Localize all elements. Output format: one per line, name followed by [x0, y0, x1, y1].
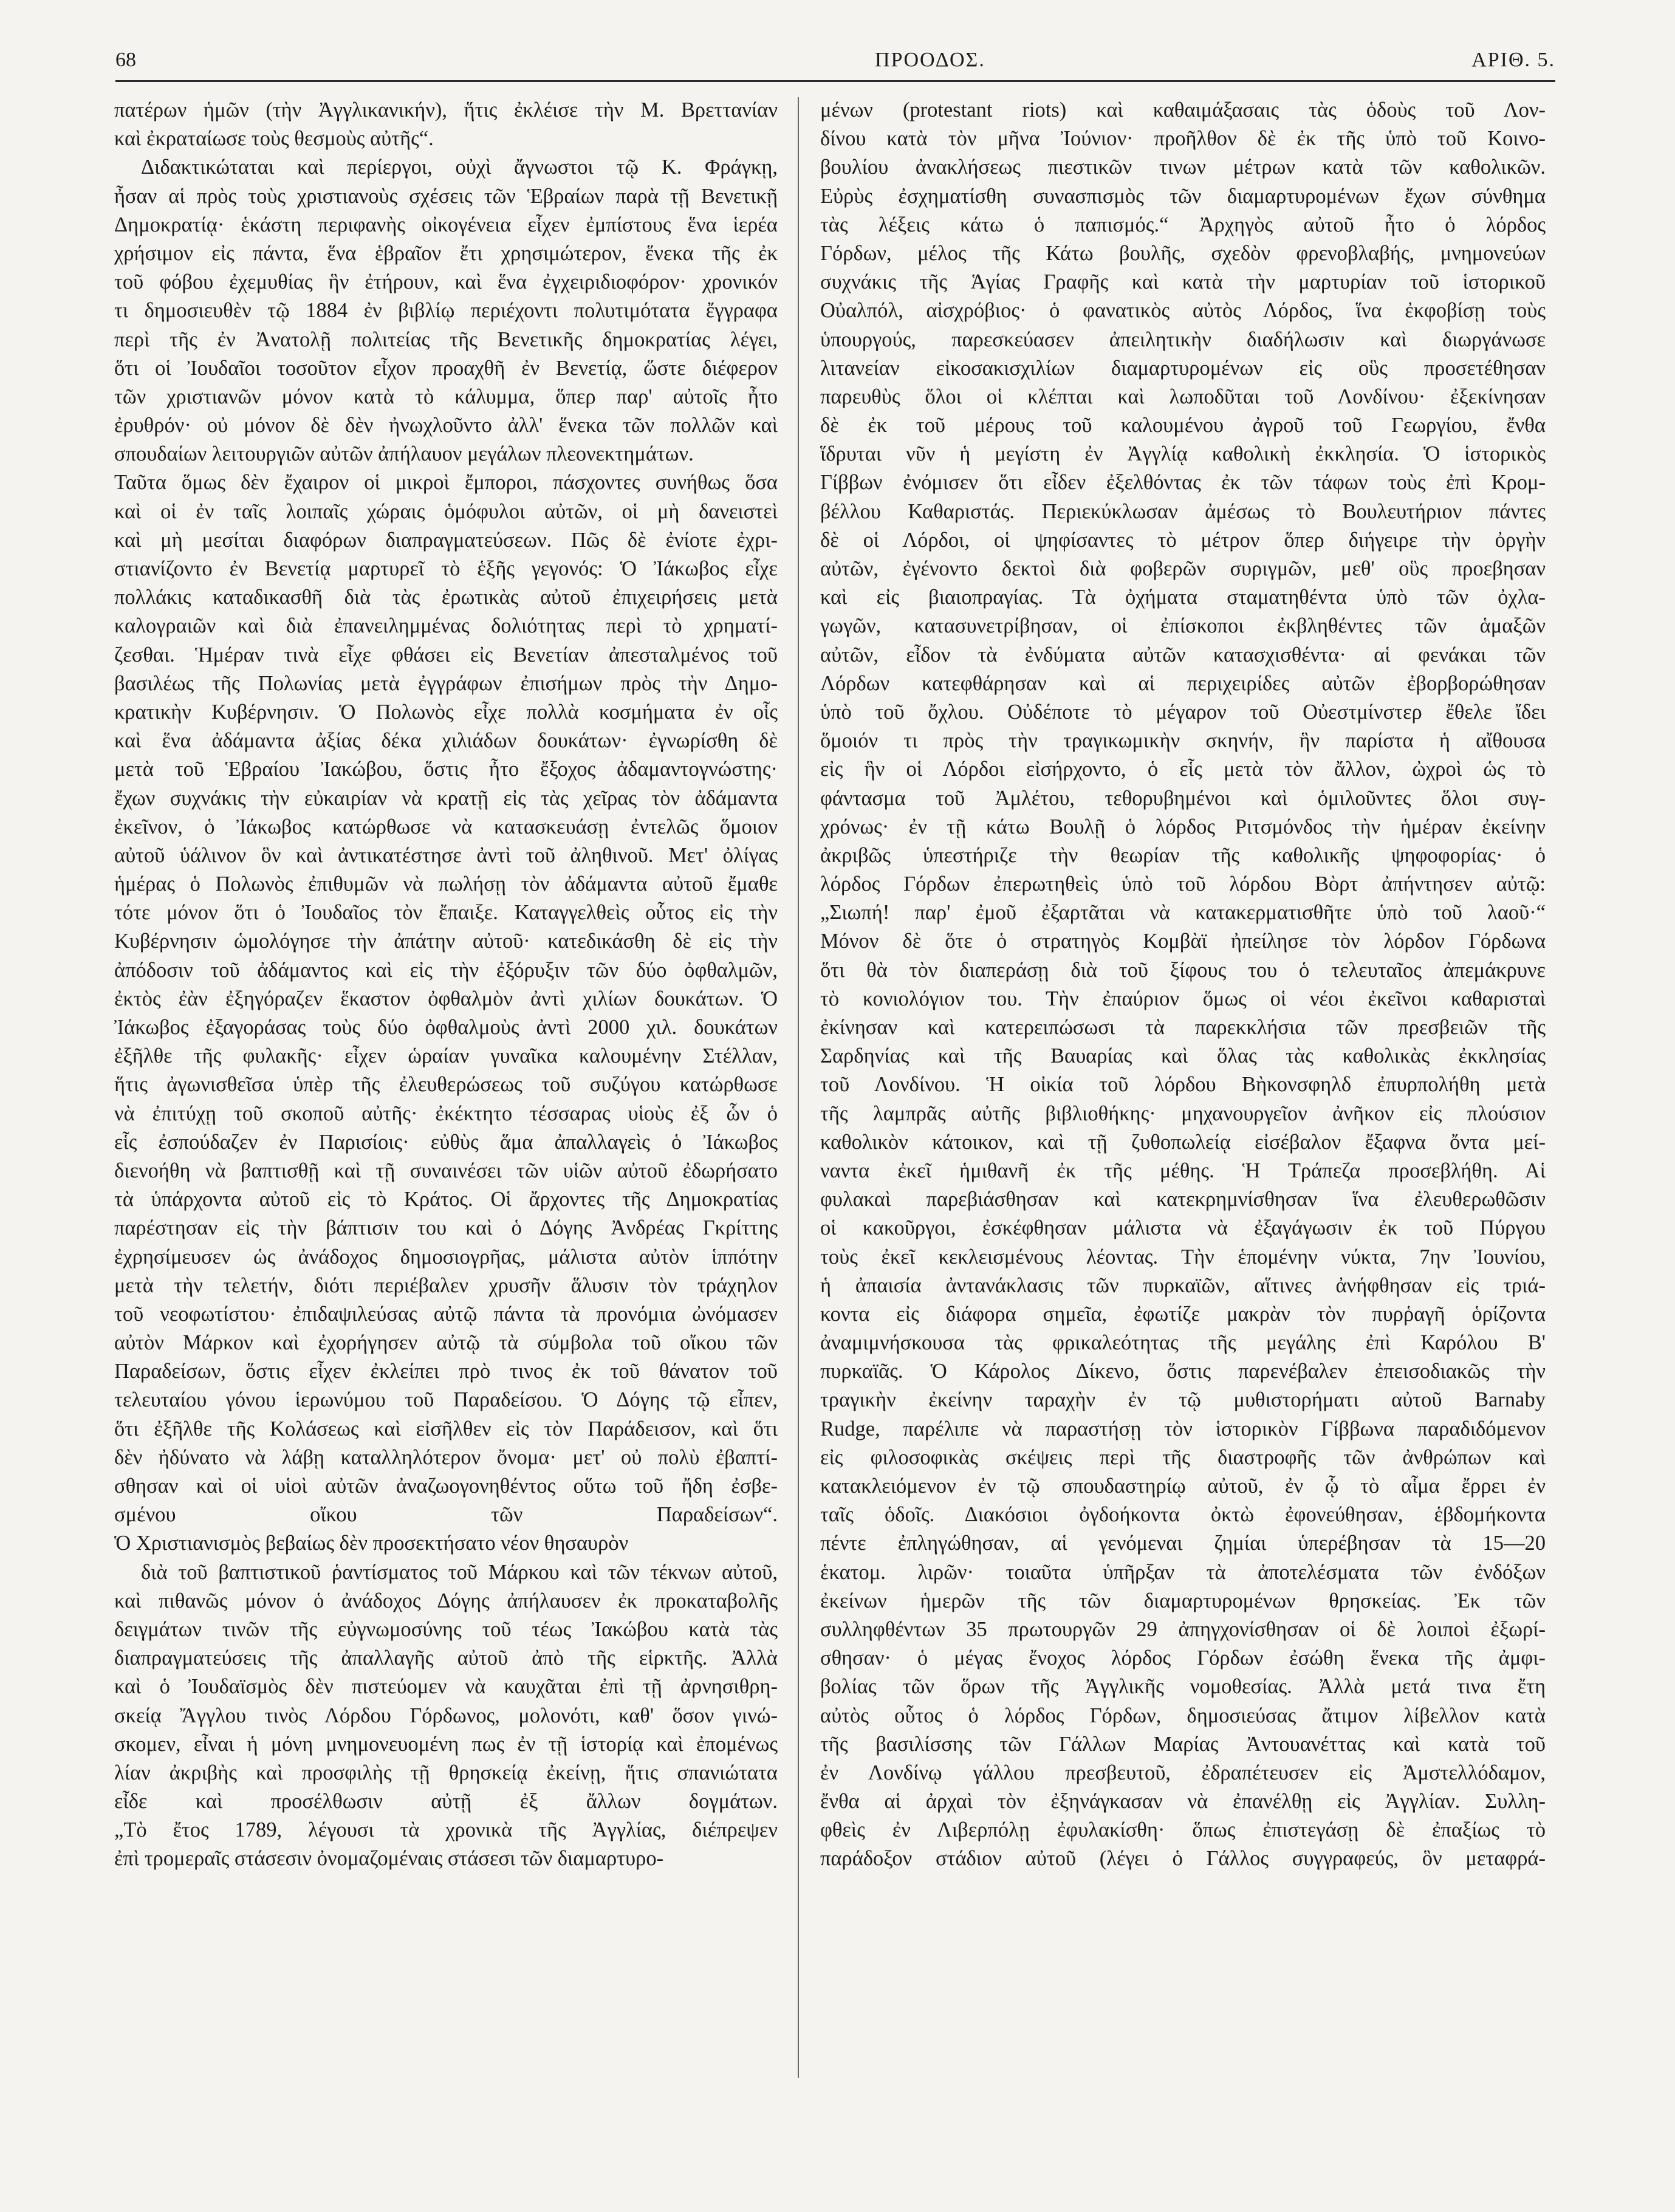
text-line: αὐτῶν, εἶδον τὰ ἐνδύματα αὐτῶν κατασχισθέντα· αἱ φενάκαι τῶν [820, 643, 1546, 666]
text-line: μετὰ τὴν τελετήν, διότι περιέβαλεν χρυσῆν ἅλυσιν τὸν τράχηλον [114, 1273, 778, 1297]
text-line: κατακλειόμενον ἐν τῷ σπουδαστηρίῳ αὐτοῦ, ἐν ᾧ τὸ αἷμα ἔρρει ἐν [820, 1474, 1546, 1498]
text-line: καὶ εἰς βιαιοπραγίας. Τὰ ὀχήματα σταματηθέντα ὑπὸ τῶν ὀχλα- [820, 586, 1546, 609]
text-line: ἐκίνησαν καὶ κατερειπώσωσι τὰ παρεκκλήσια τῶν πρεσβειῶν τῆς [820, 1016, 1546, 1039]
text-line: τῆς λαμπρᾶς αὐτῆς βιβλιοθήκης· μηχανουργεῖον ἀνῆκον εἰς πλούσιον [820, 1101, 1546, 1125]
text-line: διενοήθη νὰ βαπτισθῇ καὶ τῇ συναινέσει τῶν υἱῶν αὐτοῦ ἐδωρήσατο [114, 1159, 778, 1182]
text-line: τὸ κονιολόγιον του. Τὴν ἐπαύριον ὅμως οἱ νέοι ἐκεῖνοι καθαρισταὶ [820, 987, 1546, 1010]
text-line: Μόνον δὲ ὅτε ὁ στρατηγὸς Κομβὰϊ ἠπείλησε τὸν λόρδον Γόρδωνα [820, 930, 1546, 953]
text-line: Rudge, παρέλιπε νὰ παραστήσῃ τὸν ἱστορικὸν Γίββωνα παραδιδόμενον [820, 1417, 1546, 1440]
text-line: ὅτι θὰ τὸν διαπεράσῃ διὰ τοῦ ξίφους του ὁ τελευταῖος ἀπεμάκρυνε [820, 958, 1546, 982]
text-line: πολλάκις καταδικασθῆ διὰ τὰς ἐρωτικὰς αὐτοῦ ἐπιχειρήσεις μετὰ [114, 586, 778, 609]
text-line: καὶ ὁ Ἰουδαϊσμὸς δὲν πιστεύομεν νὰ καυχᾶται ἐπὶ τῇ ἀρνησιθρη- [114, 1675, 778, 1699]
text-line: παρέστησαν εἰς τὴν βάπτισιν του καὶ ὁ Δόγης Ἀνδρέας Γκρίττης [114, 1216, 778, 1240]
text-line: Λόρδων κατεφθάρησαν καὶ αἱ περιχειρίδες αὐτῶν ἐβορβορώθησαν [820, 671, 1546, 695]
text-line: καθολικὸν κάτοικον, καὶ τῇ ζυθοπωλείᾳ εἰσέβαλον ἔξαφνα ὄντα μεί- [820, 1130, 1546, 1154]
text-line: ἐξῆλθε τῆς φυλακῆς· εἶχεν ὡραίαν γυναῖκα καλουμένην Στέλλαν, [114, 1044, 778, 1068]
text-line: παράδοξον στάδιον αὐτοῦ (λέγει ὁ Γάλλος συγγραφεύς, ὃν μεταφρά- [820, 1847, 1546, 1871]
text-line: κρατικὴν Κυβέρνησιν. Ὁ Πολωνὸς εἶχε πολλὰ κοσμήματα ἐν οἷς [114, 700, 778, 724]
text-line: ὅτι ἐξῆλθε τῆς Κολάσεως καὶ εἰσῆλθεν εἰς τὸν Παράδεισον, καὶ ὅτι [114, 1417, 778, 1440]
left-column [114, 96, 778, 1874]
text-line: καὶ πιθανῶς μόνον ὁ ἀνάδοχος Δόγης ἀπήλαυσεν ἐκ προκαταβολῆς [114, 1589, 778, 1612]
text-line: Ἰάκωβος ἐξαγοράσας τοὺς δύο ὀφθαλμοὺς ἀντὶ 2000 χιλ. δουκάτων [114, 1016, 778, 1039]
text-line: σθησαν καὶ οἱ υἱοὶ αὐτῶν ἀναζωογονηθέντος οὕτω τοῦ ἤδη ἐσβε- [114, 1474, 778, 1498]
text-line: ἐκείνων ἡμερῶν τῆς τῶν διαμαρτυρομένων θρησκείας. Ἐκ τῶν [820, 1589, 1546, 1612]
text-line: τι δημοσιευθὲν τῷ 1884 ἐν βιβλίῳ περιέχοντι πολυτιμότατα ἔγγραφα [114, 299, 778, 323]
text-line: ὑπουργούς, παρεσκεύασεν ἀπειλητικὴν διαδήλωσιν καὶ διωργάνωσε [820, 327, 1546, 351]
journal-title: ΠΡΟΟΔΟΣ. [875, 49, 985, 71]
text-line: ἵδρυται νῦν ἡ μεγίστη ἐν Ἀγγλίᾳ καθολικὴ ἐκκλησία. Ὁ ἱστορικὸς [820, 442, 1546, 466]
text-line: οἱ κακοῦργοι, ἐσκέφθησαν μάλιστα νὰ ἐξαγάγωσιν ἐκ τοῦ Πύργου [820, 1216, 1546, 1240]
text-line: λόρδος Γόρδων ἐπερωτηθεὶς ὑπὸ τοῦ λόρδου Βὸρτ ἀπήντησεν αὐτῷ: [820, 872, 1546, 896]
text-line: δειγμάτων τινῶν τῆς εὐγνωμοσύνης τοῦ τέως Ἰακώβου κατὰ τὰς [114, 1617, 778, 1641]
text-line: πατέρων ἡμῶν (τὴν Ἀγγλικανικήν), ἥτις ἐκλέισε τὴν Μ. Βρεττανίαν [114, 98, 778, 122]
text-line: ἐχρησίμευσεν ὡς ἀνάδοχος δημοσιογρῆας, μάλιστα αὐτὸν ἱππότην [114, 1245, 778, 1269]
text-line: χρόνως· ἐν τῇ κάτω Βουλῇ ὁ λόρδος Ριτσμόνδος τὴν ἡμέραν ἐκείνην [820, 815, 1546, 838]
text-line: ἥτις ἀγωνισθεῖσα ὑπὲρ τῆς ἐλευθερώσεως τοῦ συζύγου κατώρθωσε [114, 1073, 778, 1097]
text-line: σκομεν, εἶναι ἡ μόνη μνημονευομένη πως ἐν τῇ ἱστορίᾳ καὶ ἐπομένως [114, 1732, 778, 1756]
text-line: Γόρδων, μέλος τῆς Κάτω βουλῆς, σχεδὸν φρενοβλαβής, μνημονεύων [820, 241, 1546, 265]
text-line: ὑπὸ τοῦ ὄχλου. Οὐδέποτε τὸ μέγαρον τοῦ Οὐεστμίνστερ ἔθελε ἴδει [820, 700, 1546, 724]
text-line: πέντε ἐπληγώθησαν, αἱ γενόμεναι ζημίαι ὑπερέβησαν τὰ 15—20 [820, 1532, 1546, 1555]
text-line: σκείᾳ Ἄγγλου τινὸς Λόρδου Γόρδωνος, μολονότι, καθ' ὅσον γινώ- [114, 1704, 778, 1727]
text-line: δὲν ἠδύνατο νὰ λάβῃ καταλληλότερον ὄνομα· μετ' οὐ πολὺ ἐβαπτί- [114, 1445, 778, 1469]
text-line: βολίας τῶν ὅρων τῆς Ἀγγλικῆς νομοθεσίας. Ἀλλὰ μετά τινα ἔτη [820, 1675, 1546, 1699]
issue-number: ΑΡΙΘ. 5. [1471, 49, 1555, 71]
header-rule [115, 80, 1555, 82]
text-line: ὅτι οἱ Ἰουδαῖοι τοσοῦτον εἶχον προαχθῆ ἐν Βενετίᾳ, ὥστε διέφερον [114, 356, 778, 380]
text-line: ἡ ἀπαισία ἀντανάκλασις τῶν πυρκαϊῶν, αἵτινες ἀνήφθησαν εἰς τριά- [820, 1273, 1546, 1297]
text-line: σθησαν· ὁ μέγας ἔνοχος λόρδος Γόρδων ἐσώθη ἕνεκα τῆς ἀμφι- [820, 1646, 1546, 1670]
text-line: Γίββων ἐνόμισεν ὅτι εἶδεν ἐξελθόντας ἐκ τῶν τάφων τοὺς ἐπὶ Κρομ- [820, 471, 1546, 495]
text-line: ζεσθαι. Ἡμέραν τινὰ εἶχε φθάσει εἰς Βενετίαν ἀπεσταλμένος τοῦ [114, 643, 778, 666]
text-line: εἰς ἣν οἱ Λόρδοι εἰσήρχοντο, ὁ εἷς μετὰ τὸν ἄλλον, ὠχροὶ ὡς τὸ [820, 758, 1546, 781]
text-line: καὶ ἕνα ἀδάμαντα ἀξίας δέκα χιλιάδων δουκάτων· ἐγνωρίσθη δὲ [114, 729, 778, 753]
text-line: „Σιωπή! παρ' ἐμοῦ ἐξαρτᾶται νὰ κατακερματισθῆτε ὑπὸ τοῦ λαοῦ·“ [820, 901, 1546, 925]
text-line: δὲ οἱ Λόρδοι, οἱ ψηφίσαντες τὸ μέτρον ὅπερ διήγειρε τὴν ὀργὴν [820, 528, 1546, 552]
text-line: χρήσιμον εἰς πάντα, ἕνα ἑβραῖον ἔτι χρησιμώτερον, ἕνεκα τῆς ἐκ [114, 241, 778, 265]
text-line: τὰ ὑπάρχοντα αὐτοῦ εἰς τὸ Κράτος. Οἱ ἄρχοντες τῆς Δημοκρατίας [114, 1188, 778, 1211]
text-line: Διδακτικώταται καὶ περίεργοι, οὐχὶ ἄγνωστοι τῷ Κ. Φράγκῃ, [141, 156, 778, 179]
text-line: φάντασμα τοῦ Ἀμλέτου, τεθορυβημένοι καὶ ὁμιλοῦντες ὅλοι συγ- [820, 786, 1546, 810]
text-line: Ὁ Χριστιανισμὸς βεβαίως δὲν προσεκτήσατο νέον θησαυρὸν [114, 1532, 629, 1555]
text-line: Κυβέρνησιν ὡμολόγησε τὴν ἀπάτην αὐτοῦ· κατεδικάσθη δὲ εἰς τὴν [114, 930, 778, 953]
text-line: φυλακαὶ παρεβιάσθησαν καὶ κατεκρημνίσθησαν ἵνα ἐλευθερωθῶσιν [820, 1188, 1546, 1211]
text-line: τοῦ φόβου ἐχεμυθίας ἣν ἐτήρουν, καὶ ἕνα ἐγχειριδιοφόρον· χρονικόν [114, 270, 778, 294]
text-line: πυρκαϊᾶς. Ὁ Κάρολος Δίκενο, ὅστις παρενέβαλεν ἐπεισοδιακῶς τὴν [820, 1360, 1546, 1383]
text-line: ἐκεῖνον, ὁ Ἰάκωβος κατώρθωσε νὰ κατασκευάσῃ ἐντελῶς ὅμοιον [114, 815, 778, 838]
text-line: ἔχων συχνάκις τὴν εὐκαιρίαν νὰ κρατῇ εἰς τὰς χεῖρας τὸν ἀδάμαντα [114, 786, 778, 810]
text-line: ἦσαν αἱ πρὸς τοὺς χριστιανοὺς σχέσεις τῶν Ἑβραίων παρὰ τῇ Βενετικῇ [114, 184, 778, 208]
text-line: διαπραγματεύσεις τῆς ἀπαλλαγῆς αὐτοῦ ἀπὸ τῆς εἱρκτῆς. Ἀλλὰ [114, 1646, 778, 1670]
text-line: συλληφθέντων 35 πρωτουργῶν 29 ἀπηγχονίσθησαν οἱ δὲ λοιποὶ ἐξωρί- [820, 1617, 1546, 1641]
text-line: ὅμοιόν τι πρὸς τὴν τραγικωμικὴν σκηνήν, ἣν παρίστα ἡ αἴθουσα [820, 729, 1546, 753]
text-line: εἶδε καὶ προσέλθωσιν αὐτῇ ἐξ ἄλλων δογμάτων. [114, 1790, 778, 1813]
text-line: δὲ ἐκ τοῦ μέρους τοῦ καλουμένου ἀγροῦ τοῦ Γεωργίου, ἔνθα [820, 414, 1546, 437]
page-number: 68 [115, 49, 136, 71]
text-line: ἀπόδοσιν τοῦ ἀδάμαντος καὶ εἰς τὴν ἐξόρυξιν τῶν δύο ὀφθαλμῶν, [114, 958, 778, 982]
text-line: μετὰ τοῦ Ἑβραίου Ἰακώβου, ὅστις ἦτο ἔξοχος ἀδαμαντογνώστης· [114, 758, 778, 781]
page-header [115, 43, 1555, 85]
text-line: Εὐρὺς ἐσχηματίσθη συνασπισμὸς τῶν διαμαρτυρομένων ἔχων σύνθημα [820, 184, 1546, 208]
text-line: μένων (protestant riots) καὶ καθαιμάξασαις τὰς ὁδοὺς τοῦ Λον- [820, 98, 1546, 122]
text-line: ἐκτὸς ἐὰν ἐξηγόραζεν ἕκαστον ὀφθαλμὸν ἀντὶ χιλίων δουκάτων. Ὁ [114, 987, 778, 1010]
text-line: γωγῶν, κατασυνετρίβησαν, οἱ ἐπίσκοποι ἐκβληθέντες τῶν ἁμαξῶν [820, 614, 1546, 638]
text-line: καὶ οἱ ἐν ταῖς λοιπαῖς χώραις ὁμόφυλοι αὐτῶν, οἱ μὴ δανειστεὶ [114, 499, 778, 523]
text-line: αὐτῶν, ἐγένοντο δεκτοὶ διὰ φοβερῶν συριγμῶν, μεθ' οὓς προεβησαν [820, 557, 1546, 580]
text-line: ἐρυθρόν· οὐ μόνον δὲ δὲν ἠνωχλοῦντο ἀλλ' ἕνεκα τῶν πολλῶν καὶ [114, 414, 778, 437]
text-line: δίνου κατὰ τὸν μῆνα Ἰούνιον· προῆλθον δὲ ἐκ τῆς ὑπὸ τοῦ Κοινο- [820, 127, 1546, 151]
text-line: σπουδαίων λειτουργιῶν αὐτῶν ἀπήλαυον μεγάλων πλεονεκτημάτων. [114, 442, 694, 466]
text-line: Οὐαλπόλ, αἰσχρόβιος· ὁ φανατικὸς αὐτὸς Λόρδος, ἵνα ἐκφοβίσῃ τοὺς [820, 299, 1546, 323]
text-line: φθεὶς ἐν Λιβερπόλῃ ἐφυλακίσθη· ὅπως ἐπιστεγάσῃ δὲ ἐπαξίως τὸ [820, 1818, 1546, 1842]
text-line: περὶ τῆς ἐν Ἀνατολῇ πολιτείας τῆς Βενετικῆς δημοκρατίας λέγει, [114, 327, 778, 351]
text-line: σμένου οἴκου τῶν Παραδείσων“. [114, 1503, 778, 1527]
text-line: καὶ μὴ μεσίται διαφόρων διαπραγματεύσεων. Πῶς δὲ ἐνίοτε ἐχρι- [114, 528, 778, 552]
text-line: τῶν χριστιανῶν μόνον κατὰ τὸ κάλυμμα, ὅπερ παρ' αὐτοῖς ἦτο [114, 385, 778, 408]
text-line: τελευταίου γόνου ἱερωνύμου τοῦ Παραδείσου. Ὁ Δόγης τῷ εἶπεν, [114, 1388, 778, 1412]
text-line: ταῖς ὁδοῖς. Διακόσιοι ὀγδοήκοντα ὀκτὼ ἐφονεύθησαν, ἑβδομήκοντα [820, 1503, 1546, 1527]
text-line: στιανίζοντο ἐν Βενετίᾳ μαρτυρεῖ τὸ ἑξῆς γεγονός: Ὁ Ἰάκωβος εἶχε [114, 557, 778, 580]
text-line: ἡμέρας ὁ Πολωνὸς ἐπιθυμῶν νὰ πωλήσῃ τὸν ἀδάμαντα αὐτοῦ ἔμαθε [114, 872, 778, 896]
text-line: Παραδείσων, ὅστις εἶχεν ἐκλείπει πρὸ τινος ἐκ τοῦ θάνατον τοῦ [114, 1360, 778, 1383]
text-line: Ταῦτα ὅμως δὲν ἔχαιρον οἱ μικροὶ ἔμποροι, πάσχοντες συνήθως ὅσα [114, 471, 778, 495]
text-line: βέλλου Καθαριστάς. Περιεκύκλωσαν ἀμέσως τὸ Βουλευτήριον πάντες [820, 499, 1546, 523]
column-divider [798, 97, 799, 2078]
text-line: τοῦ νεοφωτίστου· ἐπιδαψιλεύσας αὐτῷ πάντα τὰ προνόμια ὠνόμασεν [114, 1302, 778, 1326]
text-line: ἑκατομ. λιρῶν· τοιαῦτα ὑπῆρξαν τὰ ἀποτελέσματα τῶν ἐνδόξων [820, 1560, 1546, 1584]
text-line: εἷς ἐσπούδαζεν ἐν Παρισίοις· εὐθὺς ἅμα ἀπαλλαγεὶς ὁ Ἰάκωβος [114, 1130, 778, 1154]
text-line: τὰς λέξεις κάτω ὁ παπισμός.“ Ἀρχηγὸς αὐτοῦ ἦτο ὁ λόρδος [820, 213, 1546, 236]
text-line: βουλίου ἀνακλήσεως πιεστικῶν τινων μέτρων κατὰ τῶν καθολικῶν. [820, 156, 1546, 179]
text-line: καλογραιῶν καὶ διὰ ἐπανειλημμένας δολιότητας περὶ τὸ χρηματί- [114, 614, 778, 638]
text-line: συχνάκις τῆς Ἁγίας Γραφῆς καὶ κατὰ τὴν μαρτυρίαν τοῦ ἱστορικοῦ [820, 270, 1546, 294]
text-line: κοντα εἰς διάφορα σημεῖα, ἐφωτίζε μακρὰν τὸν πυρῥαγῆ ὁρίζοντα [820, 1302, 1546, 1326]
text-line: νὰ ἐπιτύχῃ τοῦ σκοποῦ αὐτῆς· ἐκέκτητο τέσσαρας υἱοὺς ἐξ ὧν ὁ [114, 1101, 778, 1125]
text-line: βασιλέως τῆς Πολωνίας μετὰ ἐγγράφων ἐπισήμων πρὸς τὴν Δημο- [114, 671, 778, 695]
text-line: ἐπὶ τρομεραῖς στάσεσιν ὀνομαζομέναις στάσεσι τῶν διαμαρτυρο- [114, 1847, 664, 1871]
text-line: αὐτοῦ ὑάλινον ὃν καὶ ἀντικατέστησε ἀντὶ τοῦ ἀληθινοῦ. Μετ' ὀλίγας [114, 843, 778, 867]
text-line: Δημοκρατίᾳ· ἑκάστη περιφανὴς οἰκογένεια εἶχεν ἐμπίστους ἕνα ἱερέα [114, 213, 778, 236]
text-line: ἐν Λονδίνῳ γάλλου πρεσβευτοῦ, ἐδραπέτευσεν εἰς Ἀμστελλόδαμον, [820, 1761, 1546, 1784]
text-line: αὐτὸν Μάρκον καὶ ἐχορήγησεν αὐτῷ τὰ σύμβολα τοῦ οἴκου τῶν [114, 1331, 778, 1355]
text-line: εἰς φιλοσοφικὰς σκέψεις περὶ τῆς διαστροφῆς τῶν ἀνθρώπων καὶ [820, 1445, 1546, 1469]
text-line: ἀναμιμνήσκουσα τὰς φρικαλεότητας τῆς μεγάλης ἐπὶ Καρόλου Β' [820, 1331, 1546, 1355]
right-column [820, 96, 1546, 1874]
text-line: αὐτὸς οὗτος ὁ λόρδος Γόρδων, δημοσιεύσας ἄτιμον λίβελλον κατὰ [820, 1704, 1546, 1727]
text-line: Σαρδηνίας καὶ τῆς Βαυαρίας καὶ ὅλας τὰς καθολικὰς ἐκκλησίας [820, 1044, 1546, 1068]
text-line: λίαν ἀκριβὴς καὶ προσφιλὴς τῇ θρησκείᾳ ἐκείνῃ, ἥτις σπανιώτατα [114, 1761, 778, 1784]
text-line: ἀκριβῶς ὑπεστήριζε τὴν θεωρίαν τῆς καθολικῆς ψηφοφορίας· ὁ [820, 843, 1546, 867]
text-line: λιτανείαν εἰκοσακισχιλίων διαμαρτυρομένων εἰς οὓς προσετέθησαν [820, 356, 1546, 380]
text-line: τῆς βασιλίσσης τῶν Γάλλων Μαρίας Ἀντουανέττας καὶ κατὰ τοῦ [820, 1732, 1546, 1756]
text-line: τραγικὴν ἐκείνην ταραχὴν ἐν τῷ μυθιστορήματι αὐτοῦ Barnaby [820, 1388, 1546, 1412]
text-line: τοῦ Λονδίνου. Ἡ οἰκία τοῦ λόρδου Βὴκονσφηλδ ἐπυρπολήθη μετὰ [820, 1073, 1546, 1097]
text-line: καὶ ἐκραταίωσε τοὺς θεσμοὺς αὐτῆς“. [114, 127, 434, 151]
text-line: παρευθὺς ὅλοι οἱ κλέπται καὶ λωποδῦται τοῦ Λονδίνου· ἐξεκίνησαν [820, 385, 1546, 408]
text-line: διὰ τοῦ βαπτιστικοῦ ῥαντίσματος τοῦ Μάρκου καὶ τῶν τέκνων αὐτοῦ, [141, 1560, 778, 1584]
text-line: ἔνθα αἱ ἀρχαὶ τὸν ἐξηνάγκασαν νὰ ἐπανέλθῃ εἰς Ἀγγλίαν. Συλλη- [820, 1790, 1546, 1813]
text-line: τοὺς ἐκεῖ κεκλεισμένους λέοντας. Τὴν ἑπομένην νύκτα, 7ην Ἰουνίου, [820, 1245, 1546, 1269]
text-line: τότε μόνον ὅτι ὁ Ἰουδαῖος τὸν ἔπαιξε. Καταγγελθεὶς οὗτος εἰς τὴν [114, 901, 778, 925]
text-line: ναντα ἐκεῖ ἡμιθανῆ ἐκ τῆς μέθης. Ἡ Τράπεζα προσεβλήθη. Αἱ [820, 1159, 1546, 1182]
text-line: „Τὸ ἔτος 1789, λέγουσι τὰ χρονικὰ τῆς Ἀγγλίας, διέπρεψεν [114, 1818, 778, 1842]
